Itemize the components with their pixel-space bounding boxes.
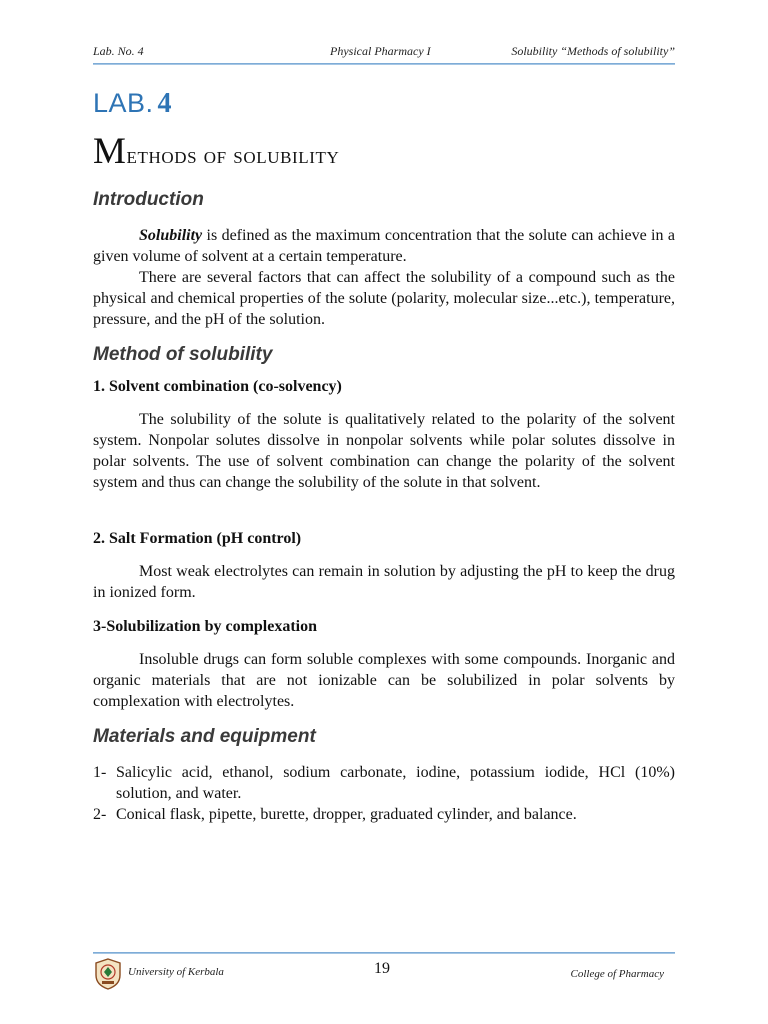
method-3-paragraph <box>93 649 675 712</box>
page-title <box>93 130 339 173</box>
method-2-paragraph <box>93 561 675 603</box>
lab-label <box>93 88 172 120</box>
list-item-text: Conical flask, pipette, burette, dropper, graduated cylinder, and balance. <box>116 806 577 823</box>
method-1-paragraph <box>93 409 675 493</box>
solubility-term: Solubility <box>139 227 203 244</box>
list-item <box>93 804 675 825</box>
page-title-rest: ethods of solubility <box>126 143 340 169</box>
list-item-number: 2- <box>93 806 107 823</box>
lab-label-text: LAB. <box>93 88 154 118</box>
list-item-number: 1- <box>93 764 107 781</box>
list-item-text: Salicylic acid, ethanol, sodium carbonate, iodine, potassium iodide, HCl (10%) solution, and water. <box>116 764 675 802</box>
introduction-paragraph-2-text: There are several factors that can affect the solubility of a compound such as the physical and chemical properties of the solute (polarity, molecular size...etc.), temperature, pressure, and the pH of the solution. <box>93 269 675 328</box>
introduction-heading: Introduction <box>93 189 204 210</box>
university-seal-icon <box>93 957 123 991</box>
header-course-name: Physical Pharmacy I <box>330 44 431 58</box>
header-lab-number: Lab. No. 4 <box>93 44 144 58</box>
footer-college: College of Pharmacy <box>570 968 664 980</box>
method-2-title: 2. Salt Formation (pH control) <box>93 530 302 547</box>
header-divider <box>93 63 675 65</box>
footer-divider <box>93 952 675 954</box>
header-topic: Solubility “Methods of solubility” <box>511 44 675 58</box>
method-3-text: Insoluble drugs can form soluble complexes with some compounds. Inorganic and organic materials that are not ionizable can be solubilized in polar solvents by complexation with electrolytes. <box>93 651 675 710</box>
introduction-paragraph-2 <box>93 267 675 330</box>
footer-university: University of Kerbala <box>128 966 224 978</box>
method-1-text: The solubility of the solute is qualitatively related to the polarity of the solvent system. Nonpolar solutes dissolve in nonpolar solvents while polar solutes dissolve in polar solvents. The use of solvent combination can change the polarity of the solvent system and thus can change the solubility of the solute in that solvent. <box>93 411 675 491</box>
lab-number: 4 <box>157 88 173 119</box>
materials-list <box>93 762 675 825</box>
method-of-solubility-heading: Method of solubility <box>93 344 273 365</box>
list-item <box>93 762 675 804</box>
solubility-definition: is defined as the maximum concentration that the solute can achieve in a given volume of solvent at a certain temperature. <box>93 227 675 265</box>
page-title-initial: M <box>93 131 127 172</box>
method-3-title: 3-Solubilization by complexation <box>93 618 318 635</box>
introduction-paragraph-1 <box>93 225 675 267</box>
page-header <box>93 42 675 62</box>
materials-heading: Materials and equipment <box>93 726 316 747</box>
method-1-title: 1. Solvent combination (co-solvency) <box>93 378 342 395</box>
method-2-text: Most weak electrolytes can remain in solution by adjusting the pH to keep the drug in ionized form. <box>93 563 675 601</box>
page-number: 19 <box>374 960 390 977</box>
